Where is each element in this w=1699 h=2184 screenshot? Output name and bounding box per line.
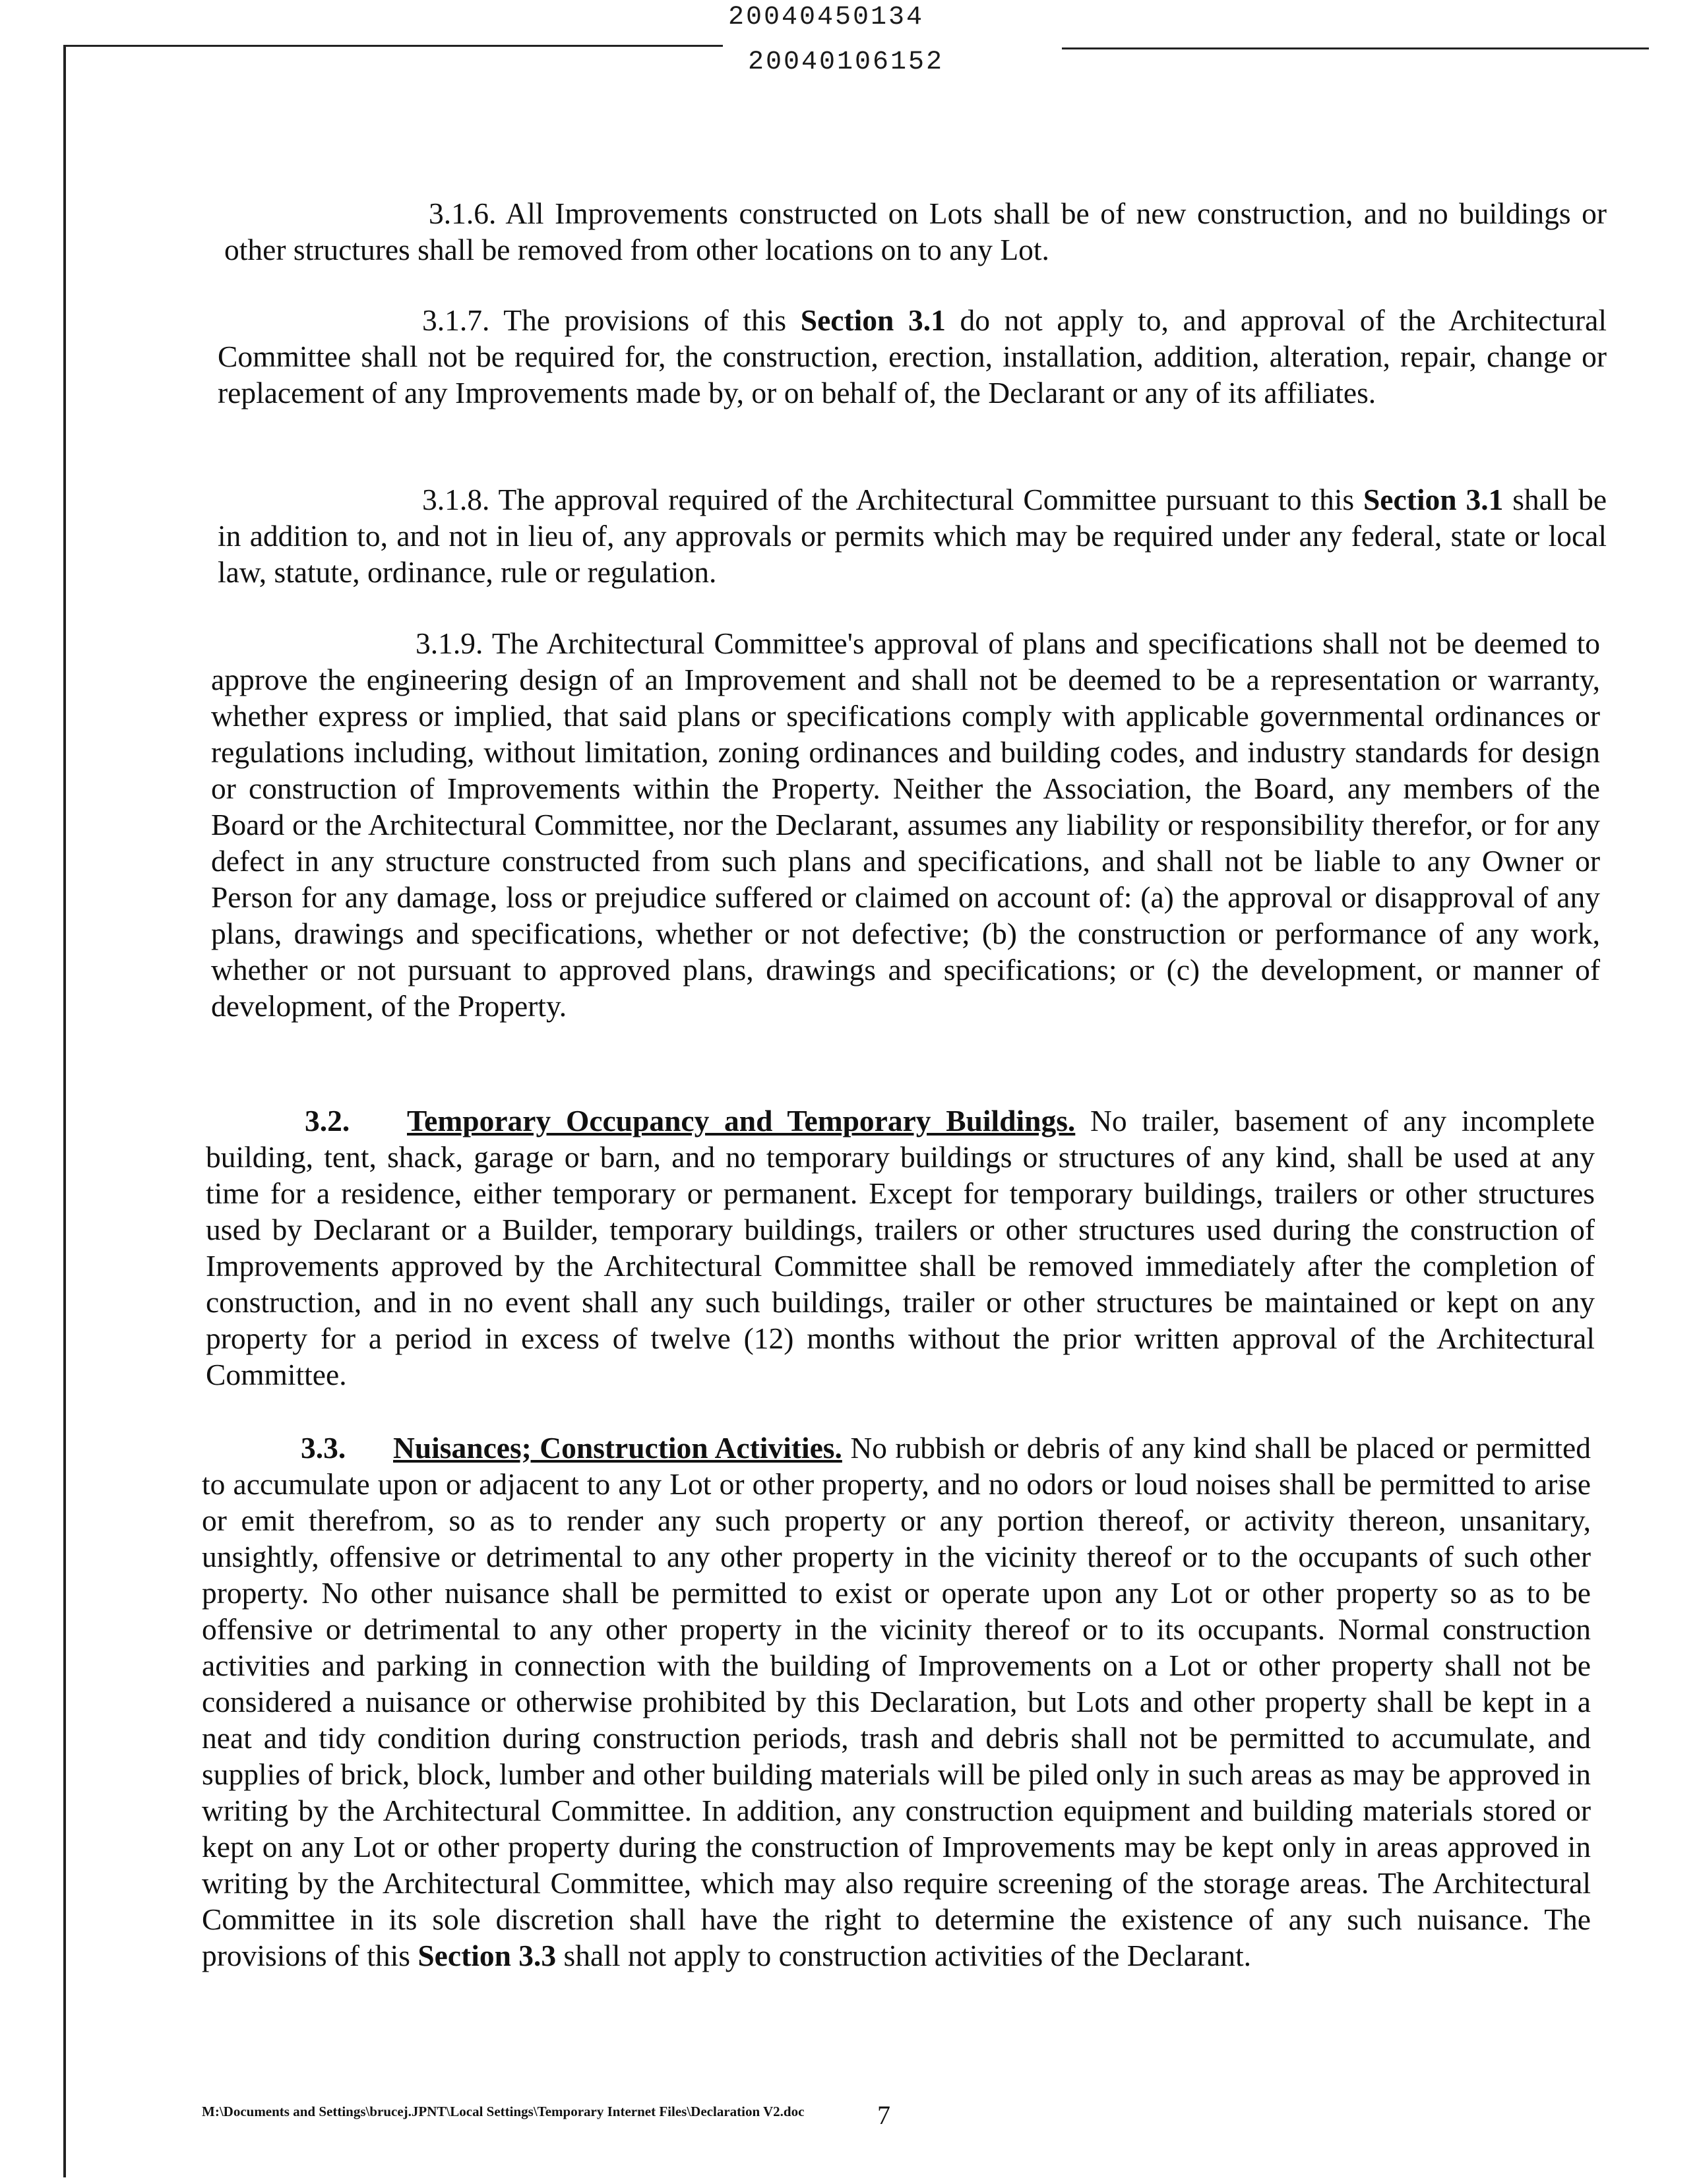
- paragraph-text: All Improvements constructed on Lots shall be of new construction, and no buildings or other structures shall be removed from other locations on to any Lot.: [224, 197, 1607, 266]
- paragraph-text: No trailer, basement of any incomplete building, tent, shack, garage or barn, and no temporary buildings or structures of any kind, shall be used at any time for a residence, either temporary or permanent. Except for temporary buildings, trailers or other structures used by Declarant or a Builder, temporary buildings, trailers or other structures used during the construction of Improvements approved by the Architectural Committee shall be removed immediately after the completion of construction, and in no event shall any such buildings, trailer or other structures be maintained or kept on any property for a period in excess of twelve (12) months without the prior written approval of the Architectural Committee.: [206, 1104, 1595, 1391]
- paragraph-text-before: No rubbish or debris of any kind shall be placed or permitted to accumulate upon or adjacent to any Lot or other property, and no odors or loud noises shall be permitted to arise or emit therefrom, so as to render any such property or any portion thereof, or activity thereon, unsanitary, unsightly, offensive or detrimental to any other property in the vicinity thereof or to the occupants of such other property. No other nuisance shall be permitted to exist or operate upon any Lot or other property so as to be offensive or detrimental to any other property in the vicinity thereof or to its occupants. Normal construction activities and parking in connection with the building of Improvements on a Lot or other property shall not be considered a nuisance or otherwise prohibited by this Declaration, but Lots and other property shall be kept in a neat and tidy condition during construction periods, trash and debris shall not be permitted to accumulate, and supplies of brick, block, lumber and other building materials will be piled only in such areas as may be approved in writing by the Architectural Committee. In addition, any construction equipment and building materials stored or kept on any Lot or other property during the construction of Improvements may be kept only in areas approved in writing by the Architectural Committee, which may also require screening of the storage areas. The Architectural Committee in its sole discretion shall have the right to determine the existence of any such nuisance. The provisions of this: [202, 1431, 1591, 1972]
- section-3-2: [206, 1103, 1595, 1393]
- section-number: 3.1.8.: [422, 483, 490, 516]
- paragraph-text-before: The approval required of the Architectural Committee pursuant to this: [498, 483, 1363, 516]
- page-number: 7: [877, 2100, 890, 2130]
- paragraph-text-after: shall be in addition to, and not in lieu of, any approvals or permits which may be required under any federal, state or local law, statute, ordinance, rule or regulation.: [218, 483, 1607, 589]
- paragraph-text-before: The provisions of this: [503, 303, 801, 337]
- section-number: 3.2.: [305, 1104, 350, 1138]
- paragraph-text: The Architectural Committee's approval of plans and specifications shall not be deemed to approve the engineering design of an Improvement and shall not be deemed to be a representation or warranty, whether express or implied, that said plans or specifications comply with applicable governmental ordinances or regulations including, without limitation, zoning ordinances and building codes, and industry standards for design or construction of Improvements within the Property. Neither the Association, the Board, any members of the Board or the Architectural Committee, nor the Declarant, assumes any liability or responsibility therefor, or for any defect in any structure constructed from such plans and specifications, and shall not be liable to any Owner or Person for any damage, loss or prejudice suffered or claimed on account of: (a) the approval or disapproval of any plans, drawings and specifications, whether or not defective; (b) the construction or performance of any work, whether or not pursuant to approved plans, drawings and specifications; or (c) the development, or manner of development, of the Property.: [211, 626, 1600, 1023]
- paragraph-3-1-9: [211, 625, 1600, 1024]
- paragraph-3-1-8: [218, 481, 1607, 590]
- section-reference: Section 3.1: [1363, 483, 1504, 516]
- section-number: 3.1.7.: [422, 303, 490, 337]
- recording-number-top: 20040450134: [728, 3, 925, 32]
- section-number: 3.3.: [301, 1431, 346, 1465]
- section-3-3: [202, 1430, 1591, 1974]
- section-reference: Section 3.1: [800, 303, 946, 337]
- paragraph-text-after: shall not apply to construction activities of the Declarant.: [556, 1939, 1251, 1972]
- footer-file-path: M:\Documents and Settings\brucej.JPNT\Local Settings\Temporary Internet Files\Declaration V2.doc: [202, 2104, 805, 2119]
- header-rule-left: [63, 45, 723, 47]
- paragraph-3-1-7: [218, 302, 1607, 411]
- header-rule-right: [1062, 47, 1649, 49]
- margin-rule-left: [63, 45, 66, 2177]
- section-heading: Nuisances; Construction Activities.: [393, 1431, 842, 1465]
- section-number: 3.1.6.: [429, 197, 497, 230]
- recording-number-second: 20040106152: [748, 47, 944, 77]
- section-number: 3.1.9.: [416, 626, 483, 660]
- paragraph-text-after: do not apply to, and approval of the Architectural Committee shall not be required for, the construction, erection, installation, addition, alteration, repair, change or replacement of any Improvements made by, or on behalf of, the Declarant or any of its affiliates.: [218, 303, 1607, 410]
- section-heading: Temporary Occupancy and Temporary Buildings.: [407, 1104, 1076, 1138]
- section-reference: Section 3.3: [417, 1939, 557, 1972]
- paragraph-3-1-6: [224, 195, 1607, 268]
